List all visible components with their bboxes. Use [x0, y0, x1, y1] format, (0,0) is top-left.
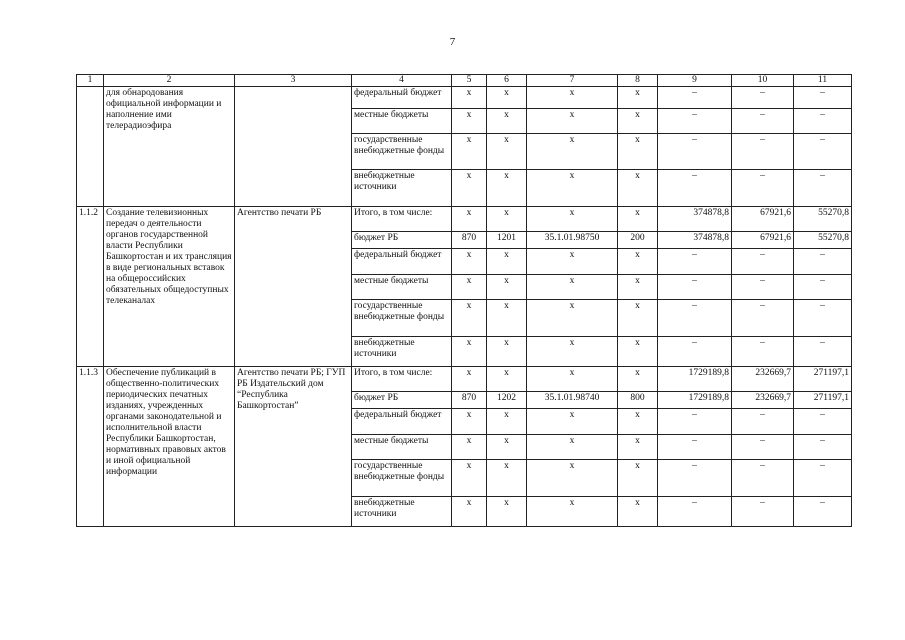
amount-col-9: –	[658, 249, 732, 275]
kbk-ministry: x	[452, 435, 487, 460]
header-cell: 6	[487, 75, 527, 87]
amount-col-11: –	[794, 170, 852, 207]
kbk-ministry: x	[452, 337, 487, 367]
kbk-expense-type: x	[618, 497, 658, 527]
kbk-ministry: x	[452, 300, 487, 337]
header-cell: 4	[352, 75, 452, 87]
funding-source: внебюджетные источники	[352, 170, 452, 207]
kbk-target-article: x	[527, 170, 618, 207]
kbk-section: x	[487, 337, 527, 367]
kbk-target-article: x	[527, 207, 618, 232]
amount-col-11: –	[794, 87, 852, 109]
kbk-expense-type: x	[618, 275, 658, 300]
kbk-section: x	[487, 409, 527, 435]
kbk-expense-type: x	[618, 109, 658, 134]
table-body	[77, 75, 852, 527]
kbk-section: x	[487, 249, 527, 275]
funding-source: государственные внебюджетные фонды	[352, 300, 452, 337]
item-name: для обнародования официальной информации и наполнение ими телерадиоэфира	[104, 87, 235, 207]
kbk-expense-type: x	[618, 134, 658, 170]
kbk-ministry: 870	[452, 392, 487, 409]
amount-col-9: –	[658, 134, 732, 170]
amount-col-10: –	[732, 497, 794, 527]
amount-col-10: –	[732, 300, 794, 337]
amount-col-9: 374878,8	[658, 232, 732, 249]
item-name: Создание телевизионных передач о деятельности органов государственной власти Республики Башкортостан и их трансляция в виде региональных вставок на общероссийских обязательных общедоступных телеканалах	[104, 207, 235, 367]
amount-col-11: –	[794, 409, 852, 435]
funding-source: местные бюджеты	[352, 275, 452, 300]
page-number: 7	[449, 36, 456, 48]
kbk-expense-type: x	[618, 300, 658, 337]
kbk-target-article: x	[527, 337, 618, 367]
kbk-section: 1201	[487, 232, 527, 249]
amount-col-9: –	[658, 109, 732, 134]
header-cell: 1	[77, 75, 104, 87]
kbk-section: x	[487, 109, 527, 134]
kbk-ministry: x	[452, 249, 487, 275]
kbk-expense-type: x	[618, 249, 658, 275]
kbk-ministry: x	[452, 409, 487, 435]
kbk-expense-type: 800	[618, 392, 658, 409]
kbk-target-article: x	[527, 435, 618, 460]
kbk-ministry: x	[452, 109, 487, 134]
header-cell: 3	[235, 75, 352, 87]
kbk-section: x	[487, 87, 527, 109]
funding-source: федеральный бюджет	[352, 409, 452, 435]
amount-col-10: –	[732, 275, 794, 300]
kbk-section: x	[487, 170, 527, 207]
amount-col-11: –	[794, 300, 852, 337]
amount-col-10: –	[732, 170, 794, 207]
amount-col-11: 55270,8	[794, 232, 852, 249]
kbk-target-article: 35.1.01.98750	[527, 232, 618, 249]
amount-col-10: –	[732, 435, 794, 460]
kbk-section: x	[487, 300, 527, 337]
amount-col-9: –	[658, 170, 732, 207]
header-row	[77, 75, 852, 87]
kbk-target-article: x	[527, 109, 618, 134]
amount-col-9: 1729189,8	[658, 367, 732, 392]
kbk-section: x	[487, 435, 527, 460]
kbk-expense-type: x	[618, 207, 658, 232]
item-number	[77, 87, 104, 207]
amount-col-9: –	[658, 300, 732, 337]
amount-col-11: –	[794, 337, 852, 367]
amount-col-11: 271197,1	[794, 392, 852, 409]
amount-col-10: –	[732, 409, 794, 435]
kbk-target-article: x	[527, 249, 618, 275]
kbk-expense-type: 200	[618, 232, 658, 249]
amount-col-11: –	[794, 134, 852, 170]
kbk-expense-type: x	[618, 460, 658, 497]
kbk-section: x	[487, 275, 527, 300]
kbk-ministry: x	[452, 367, 487, 392]
amount-col-9: 1729189,8	[658, 392, 732, 409]
amount-col-10: –	[732, 249, 794, 275]
amount-col-10: –	[732, 109, 794, 134]
amount-col-10: 67921,6	[732, 232, 794, 249]
funding-source: федеральный бюджет	[352, 87, 452, 109]
table-row	[77, 207, 852, 232]
amount-col-11: –	[794, 275, 852, 300]
item-number: 1.1.2	[77, 207, 104, 367]
program-table	[76, 74, 852, 527]
kbk-target-article: x	[527, 134, 618, 170]
header-cell: 7	[527, 75, 618, 87]
amount-col-10: 232669,7	[732, 367, 794, 392]
funding-source: местные бюджеты	[352, 109, 452, 134]
funding-source: местные бюджеты	[352, 435, 452, 460]
funding-source: бюджет РБ	[352, 392, 452, 409]
amount-col-10: –	[732, 337, 794, 367]
funding-source: внебюджетные источники	[352, 497, 452, 527]
kbk-target-article: x	[527, 367, 618, 392]
kbk-ministry: x	[452, 497, 487, 527]
amount-col-9: 374878,8	[658, 207, 732, 232]
kbk-section: x	[487, 367, 527, 392]
amount-col-9: –	[658, 435, 732, 460]
kbk-ministry: x	[452, 460, 487, 497]
amount-col-11: –	[794, 460, 852, 497]
header-cell: 9	[658, 75, 732, 87]
kbk-ministry: 870	[452, 232, 487, 249]
kbk-expense-type: x	[618, 337, 658, 367]
amount-col-11: 271197,1	[794, 367, 852, 392]
kbk-section: x	[487, 497, 527, 527]
amount-col-10: 232669,7	[732, 392, 794, 409]
funding-source: Итого, в том числе:	[352, 207, 452, 232]
kbk-target-article: 35.1.01.98740	[527, 392, 618, 409]
item-executor	[235, 87, 352, 207]
kbk-expense-type: x	[618, 435, 658, 460]
kbk-ministry: x	[452, 134, 487, 170]
table-row	[77, 87, 852, 109]
header-cell: 2	[104, 75, 235, 87]
item-executor: Агентство печати РБ; ГУП РБ Издательский дом “Республика Башкортостан”	[235, 367, 352, 527]
item-executor: Агентство печати РБ	[235, 207, 352, 367]
amount-col-11: –	[794, 249, 852, 275]
header-cell: 5	[452, 75, 487, 87]
kbk-target-article: x	[527, 460, 618, 497]
kbk-target-article: x	[527, 275, 618, 300]
header-cell: 10	[732, 75, 794, 87]
kbk-ministry: x	[452, 275, 487, 300]
kbk-target-article: x	[527, 409, 618, 435]
kbk-target-article: x	[527, 300, 618, 337]
kbk-target-article: x	[527, 87, 618, 109]
amount-col-11: –	[794, 109, 852, 134]
funding-source: внебюджетные источники	[352, 337, 452, 367]
kbk-ministry: x	[452, 207, 487, 232]
amount-col-9: –	[658, 337, 732, 367]
kbk-target-article: x	[527, 497, 618, 527]
kbk-section: x	[487, 134, 527, 170]
header-cell: 8	[618, 75, 658, 87]
amount-col-9: –	[658, 275, 732, 300]
kbk-expense-type: x	[618, 409, 658, 435]
kbk-expense-type: x	[618, 170, 658, 207]
kbk-section: 1202	[487, 392, 527, 409]
amount-col-11: –	[794, 435, 852, 460]
amount-col-9: –	[658, 497, 732, 527]
amount-col-10: –	[732, 460, 794, 497]
kbk-expense-type: x	[618, 367, 658, 392]
kbk-expense-type: x	[618, 87, 658, 109]
funding-source: государственные внебюджетные фонды	[352, 134, 452, 170]
amount-col-9: –	[658, 460, 732, 497]
funding-source: государственные внебюджетные фонды	[352, 460, 452, 497]
kbk-section: x	[487, 460, 527, 497]
amount-col-9: –	[658, 87, 732, 109]
amount-col-10: 67921,6	[732, 207, 794, 232]
funding-source: федеральный бюджет	[352, 249, 452, 275]
funding-source: бюджет РБ	[352, 232, 452, 249]
item-number: 1.1.3	[77, 367, 104, 527]
amount-col-9: –	[658, 409, 732, 435]
item-name: Обеспечение публикаций в общественно-политических периодических печатных изданиях, учрежденных органами законодательной и исполнительной власти Республики Башкортостан, нормативных правовых актов и иной официальной информации	[104, 367, 235, 527]
amount-col-11: –	[794, 497, 852, 527]
amount-col-10: –	[732, 87, 794, 109]
kbk-ministry: x	[452, 170, 487, 207]
funding-source: Итого, в том числе:	[352, 367, 452, 392]
kbk-section: x	[487, 207, 527, 232]
table-row	[77, 367, 852, 392]
amount-col-10: –	[732, 134, 794, 170]
kbk-ministry: x	[452, 87, 487, 109]
amount-col-11: 55270,8	[794, 207, 852, 232]
header-cell: 11	[794, 75, 852, 87]
